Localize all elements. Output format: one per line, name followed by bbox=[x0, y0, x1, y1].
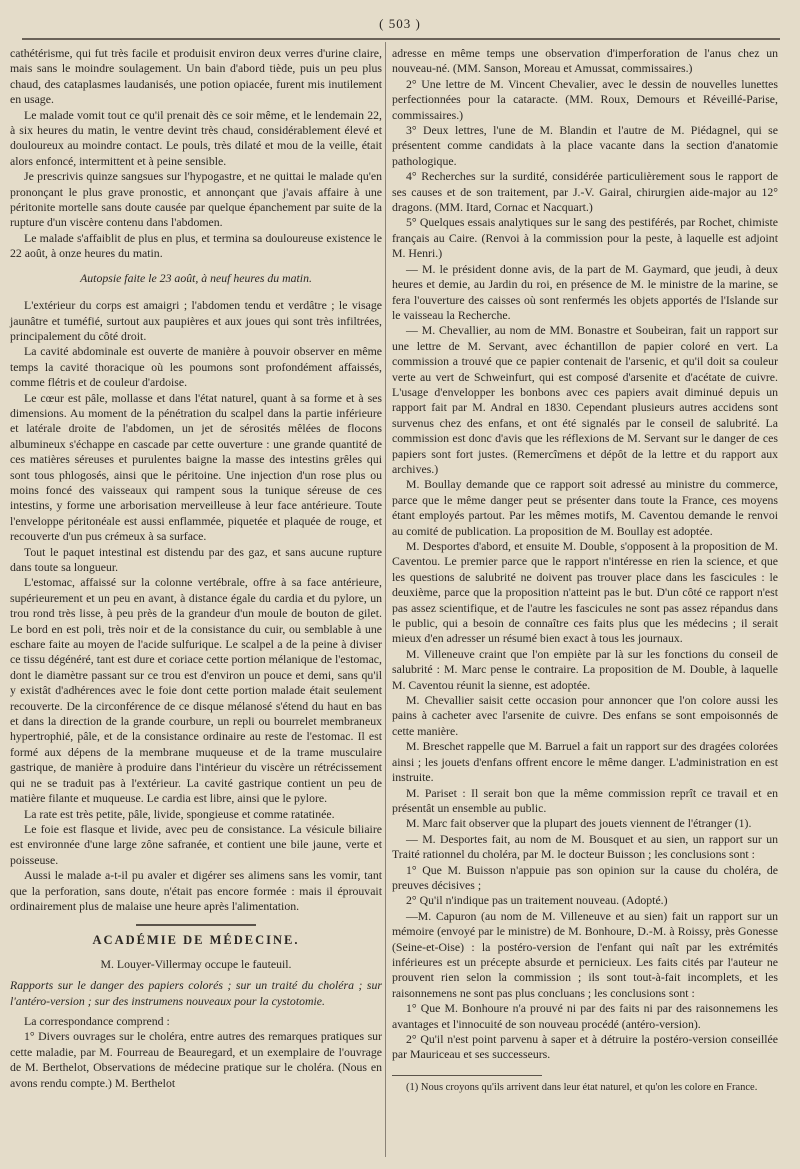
paragraph: 1° Que M. Bonhoure n'a prouvé ni par des faits ni par des raisonnemens les avantages et l'innocuité de son nouveau procédé (antéro-version). bbox=[392, 1001, 778, 1031]
paragraph: M. Chevallier saisit cette occasion pour annoncer que l'on colore aussi les pains à cacheter avec l'arsenite de cuivre. Des enfans se sont empoisonnés de cette manière. bbox=[392, 693, 778, 738]
paragraph: Le malade vomit tout ce qu'il prenait dès ce soir même, et le lendemain 22, à six heures du matin, le ventre devint très chaud, considérablement élevé et douloureux au moindre contact. Le pouls, très dilaté et mou de la veille, était alors enfoncé, intermittent et à peine sensible. bbox=[10, 107, 382, 168]
paragraph: L'estomac, affaissé sur la colonne vertébrale, offre à sa face antérieure, supérieurement et un peu en avant, à distance égale du cardia et du pylore, un trou rond très lisse, à peu près de la grandeur d'un moule de bouton de gilet. Le bord en est poli, très noir et de la consistance du cuir, ou semblable à une eschare faite au moyen de l'acide sulfurique. Le scalpel a de la peine à diviser ce tissu dégénéré, tant est dure et coriace cette portion mélanique de l'estomac, dont le diamètre passant sur ce trou est d'environ un pouce et demi, sans qu'il y existât d'adhérences avec le foie dont cette portion malade était seulement recouverte. De la circonférence de ce disque mélanosé s'étend du haut en bas et dans la direction de la grande courbure, un repli ou bourrelet membraneux hypertrophié, pâle, et de la consistance ordinaire au reste de l'estomac. Il est formé aux dépens de la membrane muqueuse et de la trame musculaire gastrique, de manière à produire dans l'intérieur du viscère un rétrécissement qui ne se traduit pas à l'extérieur. La cavité gastrique contient un peu de matière filante et muqueuse. Le cardia est libre, ainsi que le pylore. bbox=[10, 575, 382, 806]
header-rule bbox=[22, 38, 780, 40]
paragraph: 4° Recherches sur la surdité, considérée particulièrement sous le rapport de ses causes et de son traitement, par J.-V. Gairal, chirurgien aide-major au 12° dragons. (MM. Itard, Cornac et Nacquart.) bbox=[392, 169, 778, 215]
paragraph: cathétérisme, qui fut très facile et produisit environ deux verres d'urine claire, mais sans le moindre soulagement. Un bain d'abord tiède, puis un peu plus chaud, des cataplasmes laudanisés, une potion opiacée, furent mis inutilement en usage. bbox=[10, 46, 382, 107]
autopsie-heading: Autopsie faite le 23 août, à neuf heures du matin. bbox=[80, 270, 312, 285]
paragraph: M. Villeneuve craint que l'on empiète par là sur les fonctions du conseil de salubrité : M. Marc pense le contraire. La proposition de M. Double, à laquelle M. Caventou réunit la sienne, est adoptée. bbox=[392, 646, 778, 692]
paragraph: 2° Une lettre de M. Vincent Chevalier, avec le dessin de nouvelles lunettes perfectionnées pour la cataracte. (MM. Roux, Demours et Réveillé-Parise, commissaires.) bbox=[392, 76, 778, 122]
paragraph: — M. le président donne avis, de la part de M. Gaymard, que jeudi, à deux heures et demie, au Jardin du roi, en présence de M. le ministre de la marine, se fera l'ouverture des caisses où sont renfermés les objets apportés de l'Islande sur le vaisseau la Recherche. bbox=[392, 261, 778, 322]
paragraph: Tout le paquet intestinal est distendu par des gaz, et sans aucune rupture dans toute sa longueur. bbox=[10, 544, 382, 574]
footnote-rule bbox=[392, 1075, 542, 1076]
paragraph: adresse en même temps une observation d'imperforation de l'anus chez un nouveau-né. (MM. Sanson, Moreau et Amussat, commissaires.) bbox=[392, 46, 778, 76]
paragraph: 2° Qu'il n'indique pas un traitement nouveau. (Adopté.) bbox=[406, 893, 668, 908]
paragraph: — M. Desportes fait, au nom de M. Bousquet et au sien, un rapport sur un Traité rationnel du choléra, par M. le docteur Buisson ; les conclusions sont : bbox=[392, 831, 778, 862]
paragraph: — M. Chevallier, au nom de MM. Bonastre et Soubeiran, fait un rapport sur une lettre de M. Servant, avec échantillon de papier coloré en vert. La commission a trouvé que ce papier contenait de l'arsenic, et qu'il doit sa couleur verte au vert de Schweinfurt, qui est composé d'arsenite et d'acétate de cuivre. L'usage d'envelopper les bonbons avec ces papiers avait diminué depuis un rapport fait par M. Andral en 1830. Cependant plusieurs autres accidens sont survenus chez des enfans, et ont été signalés par le conseil de salubrité. La commission est donc d'avis que les réflexions de M. Servant sur le danger de ces papiers sont fort justes. (Remercîmens et dépôt de la lettre et du rapport aux archives.) bbox=[392, 323, 778, 476]
paragraph: Le malade s'affaiblit de plus en plus, et termina sa douloureuse existence le 22 août, à onze heures du matin. bbox=[10, 230, 382, 261]
paragraph: 3° Deux lettres, l'une de M. Blandin et l'autre de M. Piédagnel, qui se présentent comme candidats à la place vacante dans la section d'anatomie pathologique. bbox=[392, 123, 778, 168]
paragraph: La rate est très petite, pâle, livide, spongieuse et comme ratatinée. bbox=[24, 806, 335, 821]
paragraph: 2° Qu'il n'est point parvenu à saper et à détruire la postéro-version conseillée par Mauriceau et ses successeurs. bbox=[392, 1032, 778, 1062]
paragraph: 5° Quelques essais analytiques sur le sang des pestiférés, par Rochet, chimiste français au Caire. (Renvoi à la commission pour la peste, à laquelle est adjoint M. Henri.) bbox=[392, 215, 778, 261]
right-column bbox=[392, 46, 778, 1094]
column-divider bbox=[385, 42, 386, 1157]
paragraph: M. Desportes d'abord, et ensuite M. Double, s'opposent à la proposition de M. Caventou. Le premier parce que le rapport n'intéresse en rien la science, et que les questions de salubrité ne doivent pas trouver place dans les fascicules : le deuxième, parce que la proposition n'atteint pas le but. D'un côté ce rapport n'est pas assez scientifique, et de l'autre les fascicules ne sont pas assez répandus dans le public, qui a besoin de connaître ces faits plus que les médecins ; il serait mieux d'en adresser un résumé bien exact à tous les journaux. bbox=[392, 539, 778, 646]
section-rule bbox=[136, 924, 256, 926]
president-line: M. Louyer-Villermay occupe le fauteuil. bbox=[100, 956, 292, 971]
paragraph: M. Boullay demande que ce rapport soit adressé au ministre du commerce, parce que le même danger peut se présenter dans toute la France, ces moyens étant employés partout. Par les mêmes motifs, M. Caventou demande le renvoi au comité de publication. La proposition de M. Boullay est adoptée. bbox=[392, 477, 778, 538]
rapports-summary: Rapports sur le danger des papiers colorés ; sur un traité du choléra ; sur l'antéro-version ; sur des instrumens nouveaux pour la cystotomie. bbox=[10, 978, 382, 1008]
paragraph: Le foie est flasque et livide, avec peu de consistance. La vésicule biliaire est environnée d'une large zône safranée, et contient une bile jaune, verte et poisseuse. bbox=[10, 821, 382, 867]
paragraph: L'extérieur du corps est amaigri ; l'abdomen tendu et verdâtre ; le visage jaunâtre et tuméfié, surtout aux paupières et aux joues qui sont très infiltrées, principalement du côté droit. bbox=[10, 298, 382, 343]
paragraph: M. Breschet rappelle que M. Barruel a fait un rapport sur des dragées colorées ainsi ; les jouets d'enfans offrent encore le même danger. L'administration en est instruite. bbox=[392, 739, 778, 785]
paragraph: Je prescrivis quinze sangsues sur l'hypogastre, et ne quittai le malade qu'en prononçant le plus grave pronostic, et annonçant que j'avais affaire à une péritonite mortelle sans doute causée par quelque épanchement par suite de la rupture d'un viscère contenu dans l'abdomen. bbox=[10, 169, 382, 230]
paragraph: M. Pariset : Il serait bon que la même commission reprît ce travail et en présentât un ensemble au public. bbox=[392, 785, 778, 815]
page-number: ( 503 ) bbox=[379, 16, 421, 31]
paragraph: Le cœur est pâle, mollasse et dans l'état naturel, quant à sa forme et à ses dimensions. Au moment de la pénétration du scalpel dans la partie inférieure et latérale droite de l'abdomen, un jet de sérosités mêlées de flocons albumineux s'échappe en cascade par cette ouverture : une grande quantité de ces matières séreuses et purulentes baigne la masse des intestins grêles qui sont tous phlogosés, ainsi que le péritoine. Une injection d'un rose plus ou moins foncé des vaisseaux qui rampent sous la tunique séreuse de ces intestins, y forme une arborisation merveilleuse à leur face antérieure. Toute l'enveloppe péritonéale est aussi enflammée, piquetée et plaquée de rouge, et recouverte d'un pus crémeux à sa surface. bbox=[10, 390, 382, 544]
paragraph: Aussi le malade a-t-il pu avaler et digérer ses alimens sans les vomir, tant que la perforation, sans doute, n'était pas encore formée : mais il éprouvait ordinairement plus de malaise une heure après l'alimentation. bbox=[10, 868, 382, 913]
paragraph: —M. Capuron (au nom de M. Villeneuve et au sien) fait un rapport sur un mémoire (envoyé par le ministre) de M. Bonhoure, D.-M. à Roissy, près Gonesse (Seine-et-Oise) : la postéro-version de l'enfant qui naît par les extrémités inférieures est un précepte absurde et pernicieux. Les faits cités par l'auteur ne prouvent rien selon la commission ; ils sont tout-à-fait incomplets, et les raisonnemens ne sont pas plus concluans ; les conclusions sont : bbox=[392, 908, 778, 1000]
left-column bbox=[10, 46, 382, 1091]
paragraph: La correspondance comprend : bbox=[24, 1013, 170, 1028]
paragraph: 1° Que M. Buisson n'appuie pas son opinion sur la cause du choléra, de preuves décisives ; bbox=[392, 862, 778, 892]
footnote: (1) Nous croyons qu'ils arrivent dans leur état naturel, et qu'on les colore en France. bbox=[406, 1081, 758, 1093]
paragraph: 1° Divers ouvrages sur le choléra, entre autres des remarques pratiques sur cette maladie, par M. Fourreau de Beauregard, et un exemplaire de l'ouvrage de M. Berthelot, Observations de médecine pratique sur le choléra. (Nous en avons rendu compte.) M. Berthelot bbox=[10, 1029, 382, 1090]
paragraph: La cavité abdominale est ouverte de manière à pouvoir observer en même temps la cavité thoracique où les poumons sont profondément affaissés, comme flétris et de couleur d'ardoise. bbox=[10, 344, 382, 390]
section-heading: ACADÉMIE DE MÉDECINE. bbox=[92, 933, 300, 948]
paragraph: M. Marc fait observer que la plupart des jouets viennent de l'étranger (1). bbox=[406, 816, 752, 831]
